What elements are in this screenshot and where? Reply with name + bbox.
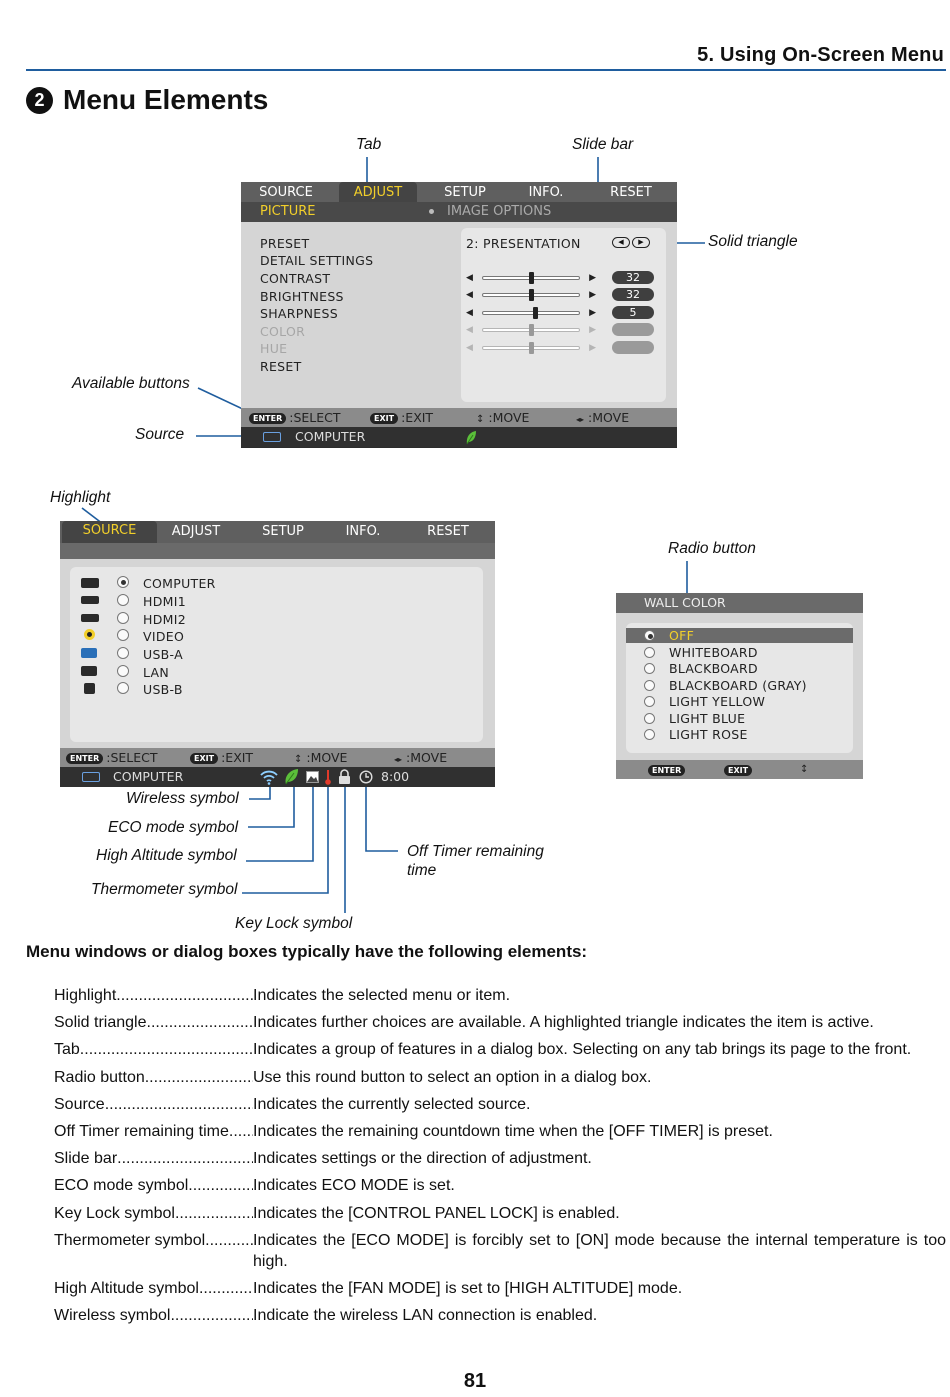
definition-term: High Altitude symbol bbox=[54, 1279, 199, 1297]
tab-bar bbox=[241, 182, 677, 203]
definition-row bbox=[54, 1203, 946, 1224]
status-bar bbox=[60, 767, 495, 787]
callout-key-lock-symbol: Key Lock symbol bbox=[235, 915, 353, 932]
radio-lan[interactable] bbox=[117, 665, 129, 677]
guide-exit: EXIT :EXIT bbox=[190, 748, 253, 767]
exit-key-icon: EXIT bbox=[190, 753, 218, 764]
number-badge: 2 bbox=[26, 87, 53, 114]
callout-available-buttons: Available buttons bbox=[72, 375, 190, 392]
arrow-left-icon: ◀ bbox=[466, 343, 473, 353]
slider-knob[interactable] bbox=[529, 289, 534, 301]
tab-info[interactable]: INFO. bbox=[345, 524, 381, 539]
callout-tab: Tab bbox=[356, 136, 382, 153]
arrow-right-icon: ▶ bbox=[589, 343, 596, 353]
guide-move-horizontal: ◂▸ :MOVE bbox=[576, 410, 630, 425]
source-item-video[interactable]: VIDEO bbox=[143, 629, 185, 644]
guide-move-vertical: ↕ :MOVE bbox=[294, 750, 348, 765]
page-heading bbox=[26, 84, 268, 116]
slider-knob bbox=[529, 342, 534, 354]
arrow-left-icon: ◀ bbox=[466, 325, 473, 335]
content-area bbox=[60, 559, 495, 748]
radio-blackboard-gray[interactable] bbox=[644, 680, 655, 691]
hue-slider bbox=[466, 342, 596, 354]
definition-text: Indicates ECO MODE is set. bbox=[253, 1177, 455, 1195]
subtab-dot bbox=[429, 209, 434, 214]
item-hue: HUE bbox=[260, 341, 288, 356]
definition-row bbox=[54, 1175, 946, 1196]
updown-arrow-icon: ↕ bbox=[294, 754, 303, 765]
arrow-left-icon[interactable]: ◀ bbox=[466, 273, 473, 283]
preset-value: 2: PRESENTATION bbox=[466, 236, 581, 251]
arrow-left-icon[interactable]: ◀ bbox=[466, 290, 473, 300]
tab-reset[interactable]: RESET bbox=[427, 524, 469, 539]
radio-light-rose[interactable] bbox=[644, 729, 655, 740]
contrast-slider[interactable] bbox=[466, 272, 596, 284]
definition-term-cell bbox=[54, 1278, 253, 1299]
lan-icon bbox=[81, 666, 97, 676]
content-area bbox=[241, 222, 677, 408]
definition-text: Use this round button to select an option in a dialog box. bbox=[253, 1068, 652, 1086]
definition-term: Key Lock symbol bbox=[54, 1204, 175, 1222]
definition-row bbox=[54, 1039, 946, 1060]
definition-term-cell bbox=[54, 1203, 253, 1224]
hue-value bbox=[612, 341, 654, 354]
radio-whiteboard[interactable] bbox=[644, 647, 655, 658]
dialog-content bbox=[616, 613, 863, 760]
tab-adjust[interactable]: ADJUST bbox=[171, 524, 221, 539]
header-rule bbox=[26, 69, 946, 71]
source-item-computer[interactable]: COMPUTER bbox=[143, 576, 216, 591]
line-off-timer bbox=[366, 787, 398, 851]
guide-exit: EXIT :EXIT bbox=[370, 408, 433, 427]
leaf-icon bbox=[465, 430, 477, 445]
item-preset[interactable]: PRESET bbox=[260, 236, 310, 251]
definition-term: Source bbox=[54, 1095, 105, 1113]
definition-row bbox=[54, 1148, 946, 1169]
tab-setup[interactable]: SETUP bbox=[262, 524, 304, 539]
wall-color-item-light-rose[interactable]: LIGHT ROSE bbox=[669, 727, 748, 742]
definition-text: Indicates a group of features in a dialog box. Selecting on any tab brings its page to the front. bbox=[253, 1041, 912, 1059]
guide-select: ENTER :SELECT bbox=[66, 748, 158, 767]
high-altitude-icon bbox=[306, 771, 319, 783]
leader-dots bbox=[105, 1094, 253, 1115]
updown-arrow-icon: ↕ bbox=[476, 414, 485, 425]
radio-hdmi2[interactable] bbox=[117, 612, 129, 624]
key-lock-icon bbox=[338, 769, 351, 784]
source-item-hdmi2[interactable]: HDMI2 bbox=[143, 612, 186, 627]
arrow-right-icon[interactable]: ▶ bbox=[589, 273, 596, 283]
triangle-right-icon[interactable]: ▶ bbox=[632, 237, 650, 248]
triangle-left-icon[interactable]: ◀ bbox=[612, 237, 630, 248]
computer-source-icon bbox=[82, 772, 100, 782]
subtab-picture[interactable]: PICTURE bbox=[260, 204, 316, 219]
definition-term-cell bbox=[54, 1012, 253, 1033]
definition-term: Highlight bbox=[54, 987, 117, 1004]
tab-setup[interactable]: SETUP bbox=[444, 185, 486, 200]
color-value bbox=[612, 323, 654, 336]
leader-dots bbox=[145, 1067, 253, 1088]
callout-off-timer: Off Timer remaining time bbox=[407, 843, 544, 879]
source-item-usb-a[interactable]: USB-A bbox=[143, 647, 183, 662]
radio-usb-b[interactable] bbox=[117, 682, 129, 694]
definition-row bbox=[54, 1278, 946, 1299]
wall-color-item-off[interactable]: OFF bbox=[669, 628, 695, 643]
guide-exit bbox=[724, 760, 755, 779]
status-bar bbox=[241, 427, 677, 447]
leader-dots bbox=[117, 1148, 253, 1169]
slider-knob[interactable] bbox=[533, 307, 538, 319]
callout-radio-button: Radio button bbox=[668, 540, 756, 557]
solid-triangle-buttons[interactable] bbox=[612, 237, 650, 248]
radio-hdmi1[interactable] bbox=[117, 594, 129, 606]
definition-term-cell bbox=[54, 1039, 253, 1060]
radio-light-blue[interactable] bbox=[644, 713, 655, 724]
definition-term: Wireless symbol bbox=[54, 1307, 171, 1325]
guide-move-horizontal: ◂▸ :MOVE bbox=[394, 750, 448, 765]
source-list-panel bbox=[70, 567, 483, 742]
usb-a-icon bbox=[81, 648, 97, 658]
video-icon bbox=[84, 629, 95, 640]
line-eco bbox=[248, 787, 294, 827]
slider-knob[interactable] bbox=[529, 272, 534, 284]
definition-term-cell bbox=[54, 1067, 253, 1088]
callout-eco-mode-symbol: ECO mode symbol bbox=[108, 819, 239, 836]
leader-dots bbox=[170, 1305, 253, 1326]
definition-term: Slide bar bbox=[54, 1150, 118, 1168]
arrow-right-icon: ▶ bbox=[589, 325, 596, 335]
callout-slide-bar: Slide bar bbox=[572, 136, 634, 153]
brightness-value: 32 bbox=[612, 288, 654, 301]
brightness-slider[interactable] bbox=[466, 289, 596, 301]
definition-text: Indicates further choices are available. A highlighted triangle indicates the item is active. bbox=[253, 1014, 874, 1032]
exit-key-icon: EXIT bbox=[724, 765, 752, 776]
wall-color-item-whiteboard[interactable]: WHITEBOARD bbox=[669, 645, 758, 660]
tab-adjust[interactable]: ADJUST bbox=[339, 182, 417, 203]
guide-bar bbox=[60, 748, 495, 767]
wireless-icon bbox=[260, 769, 278, 785]
definition-row bbox=[54, 1012, 946, 1033]
definition-text: Indicates the [CONTROL PANEL LOCK] is enabled. bbox=[253, 1204, 620, 1222]
slider-knob bbox=[529, 324, 534, 336]
subtab-image-options[interactable]: IMAGE OPTIONS bbox=[447, 204, 552, 219]
leader-dots bbox=[205, 1230, 253, 1272]
definition-text: Indicates the selected menu or item. bbox=[253, 987, 511, 1004]
definition-text: Indicate the wireless LAN connection is enabled. bbox=[253, 1307, 598, 1325]
radio-off[interactable] bbox=[644, 630, 655, 641]
guide-move-vertical: ↕ :MOVE bbox=[476, 410, 530, 425]
leader-dots bbox=[147, 1012, 254, 1033]
item-detail-settings[interactable]: DETAIL SETTINGS bbox=[260, 253, 374, 268]
radio-computer[interactable] bbox=[117, 576, 129, 588]
definition-term-cell bbox=[54, 1305, 253, 1326]
item-brightness[interactable]: BRIGHTNESS bbox=[260, 289, 344, 304]
definition-term: Thermometer symbol bbox=[54, 1231, 206, 1249]
wall-color-item-blackboard-gray[interactable]: BLACKBOARD (GRAY) bbox=[669, 678, 807, 693]
sharpness-value: 5 bbox=[612, 306, 654, 319]
subtab-bar bbox=[60, 543, 495, 559]
item-sharpness[interactable]: SHARPNESS bbox=[260, 306, 338, 321]
computer-source-icon bbox=[263, 432, 281, 442]
section-title: 5. Using On-Screen Menu bbox=[697, 44, 944, 66]
definition-term-cell bbox=[54, 1230, 253, 1272]
definition-text: Indicates the [ECO MODE] is forcibly set to [ON] mode because the internal temperature is too high. bbox=[253, 1231, 946, 1270]
dialog-title-bar bbox=[616, 593, 863, 613]
off-timer-remaining: 8:00 bbox=[381, 769, 410, 784]
tab-source[interactable]: SOURCE bbox=[62, 521, 157, 543]
thermometer-icon bbox=[324, 769, 332, 785]
definition-term-cell bbox=[54, 1148, 253, 1169]
callout-thermometer-symbol: Thermometer symbol bbox=[91, 881, 238, 898]
line-high-altitude bbox=[246, 787, 313, 861]
leader-dots bbox=[188, 1175, 253, 1196]
source-menu bbox=[60, 521, 495, 787]
definition-row bbox=[54, 1094, 946, 1115]
definition-text: Indicates the remaining countdown time when the [OFF TIMER] is preset. bbox=[253, 1122, 773, 1140]
sharpness-slider[interactable] bbox=[466, 307, 596, 319]
subtab-bar bbox=[241, 202, 677, 222]
definition-term: ECO mode symbol bbox=[54, 1177, 189, 1195]
enter-key-icon: ENTER bbox=[66, 753, 103, 764]
current-source: COMPUTER bbox=[295, 429, 366, 444]
off-timer-icon bbox=[359, 770, 373, 784]
source-item-usb-b[interactable]: USB-B bbox=[143, 682, 183, 697]
leader-dots bbox=[229, 1121, 253, 1142]
computer-icon bbox=[81, 578, 99, 588]
arrow-right-icon[interactable]: ▶ bbox=[589, 308, 596, 318]
leftright-arrow-icon: ◂▸ bbox=[576, 415, 585, 424]
page-heading-text: Menu Elements bbox=[63, 84, 269, 115]
guide-enter bbox=[648, 760, 688, 779]
source-item-lan[interactable]: LAN bbox=[143, 665, 170, 680]
tab-bar bbox=[60, 521, 495, 543]
adjust-menu bbox=[241, 182, 677, 448]
dialog-guide-bar bbox=[616, 760, 863, 779]
wall-color-item-light-blue[interactable]: LIGHT BLUE bbox=[669, 711, 746, 726]
list-heading: Menu windows or dialog boxes typically have the following elements: bbox=[26, 942, 588, 961]
tab-source[interactable]: SOURCE bbox=[259, 185, 313, 200]
usb-b-icon bbox=[84, 683, 95, 694]
wall-color-dialog bbox=[616, 593, 863, 779]
leader-dots bbox=[116, 985, 253, 1006]
exit-key-icon: EXIT bbox=[370, 413, 398, 424]
tab-reset[interactable]: RESET bbox=[610, 185, 652, 200]
leader-dots bbox=[80, 1039, 253, 1060]
arrow-right-icon[interactable]: ▶ bbox=[589, 290, 596, 300]
enter-key-icon: ENTER bbox=[648, 765, 685, 776]
source-item-hdmi1[interactable]: HDMI1 bbox=[143, 594, 186, 609]
definition-term: Radio button bbox=[54, 1068, 145, 1086]
wall-color-item-light-yellow[interactable]: LIGHT YELLOW bbox=[669, 694, 766, 709]
settings-panel bbox=[461, 228, 666, 402]
callout-high-altitude-symbol: High Altitude symbol bbox=[96, 847, 237, 864]
wall-color-item-blackboard[interactable]: BLACKBOARD bbox=[669, 661, 758, 676]
definition-row bbox=[54, 1230, 946, 1272]
radio-video[interactable] bbox=[117, 629, 129, 641]
line-wireless bbox=[249, 787, 270, 799]
tab-info[interactable]: INFO. bbox=[528, 185, 564, 200]
item-color: COLOR bbox=[260, 324, 306, 339]
leader-dots bbox=[199, 1278, 253, 1299]
definition-text: Indicates the currently selected source. bbox=[253, 1095, 531, 1113]
definition-term: Off Timer remaining time bbox=[54, 1122, 229, 1140]
definition-row bbox=[54, 985, 946, 1006]
definition-list bbox=[54, 985, 946, 1332]
eco-leaf-icon bbox=[284, 768, 299, 785]
radio-blackboard[interactable] bbox=[644, 663, 655, 674]
radio-light-yellow[interactable] bbox=[644, 696, 655, 707]
hdmi-icon bbox=[81, 596, 99, 604]
definition-term-cell bbox=[54, 1094, 253, 1115]
item-reset[interactable]: RESET bbox=[260, 359, 302, 374]
enter-key-icon: ENTER bbox=[249, 413, 286, 424]
page-number: 81 bbox=[463, 1370, 487, 1392]
radio-usb-a[interactable] bbox=[117, 647, 129, 659]
definition-text: Indicates settings or the direction of adjustment. bbox=[253, 1150, 592, 1168]
callout-highlight: Highlight bbox=[50, 489, 111, 506]
definition-term-cell bbox=[54, 1121, 253, 1142]
dialog-title: WALL COLOR bbox=[644, 595, 726, 610]
item-contrast[interactable]: CONTRAST bbox=[260, 271, 331, 286]
guide-select: ENTER :SELECT bbox=[249, 408, 341, 427]
definition-term: Tab bbox=[54, 1041, 80, 1059]
arrow-left-icon[interactable]: ◀ bbox=[466, 308, 473, 318]
callout-source: Source bbox=[135, 426, 185, 443]
hdmi-icon bbox=[81, 614, 99, 622]
definition-term-cell bbox=[54, 985, 253, 1006]
definition-text: Indicates the [FAN MODE] is set to [HIGH ALTITUDE] mode. bbox=[253, 1279, 683, 1297]
line-thermometer bbox=[242, 787, 328, 893]
contrast-value: 32 bbox=[612, 271, 654, 284]
callout-solid-triangle: Solid triangle bbox=[708, 233, 798, 250]
wall-color-list bbox=[626, 623, 853, 753]
definition-term-cell bbox=[54, 1175, 253, 1196]
definition-row bbox=[54, 1067, 946, 1088]
definition-row bbox=[54, 1305, 946, 1326]
callout-wireless-symbol: Wireless symbol bbox=[126, 790, 239, 807]
leader-dots bbox=[175, 1203, 253, 1224]
selected-row-highlight bbox=[626, 628, 853, 643]
color-slider bbox=[466, 324, 596, 336]
definition-row bbox=[54, 1121, 946, 1142]
definition-term: Solid triangle bbox=[54, 1014, 147, 1032]
current-source: COMPUTER bbox=[113, 769, 184, 784]
guide-bar bbox=[241, 408, 677, 427]
leftright-arrow-icon: ◂▸ bbox=[394, 755, 403, 764]
updown-arrow-icon: ↕ bbox=[800, 764, 809, 775]
